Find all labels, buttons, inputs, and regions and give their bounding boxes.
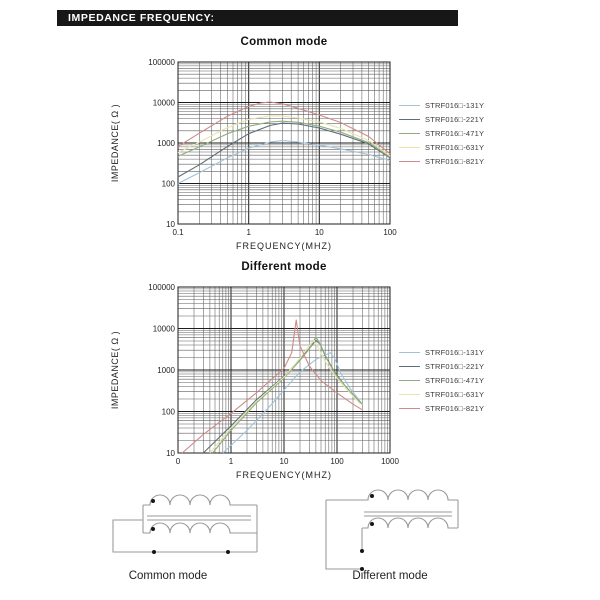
common-mode-circuit-diagram bbox=[100, 487, 280, 577]
y-tick-label: 10000 bbox=[152, 98, 175, 108]
legend-item-821y bbox=[399, 154, 484, 168]
legend-label: STRF016□-821Y bbox=[425, 156, 485, 166]
legend-swatch bbox=[399, 133, 420, 134]
y-tick-label: 10000 bbox=[152, 324, 175, 334]
section-header bbox=[57, 10, 458, 26]
bottom-winding-coil bbox=[143, 523, 257, 533]
different-mode-legend bbox=[399, 345, 484, 415]
legend-item-471y bbox=[399, 126, 484, 140]
legend-swatch bbox=[399, 380, 420, 381]
x-axis-title: FREQUENCY(MHZ) bbox=[236, 470, 332, 480]
polarity-dot bbox=[151, 499, 155, 503]
terminal-dot bbox=[360, 549, 364, 553]
bottom-winding-coil bbox=[362, 518, 458, 528]
top-winding-coil bbox=[143, 495, 257, 505]
y-tick-label: 1000 bbox=[157, 138, 175, 148]
legend-item-131y bbox=[399, 98, 484, 112]
y-tick-label: 100000 bbox=[148, 57, 175, 67]
legend-label: STRF016□-631Y bbox=[425, 389, 485, 399]
different-mode-circuit-diagram bbox=[320, 483, 500, 578]
y-tick-label: 100 bbox=[161, 179, 175, 189]
legend-swatch bbox=[399, 161, 420, 162]
legend-item-131y bbox=[399, 345, 484, 359]
polarity-dot bbox=[370, 522, 374, 526]
common-mode-legend bbox=[399, 98, 484, 168]
legend-label: STRF016□-131Y bbox=[425, 347, 485, 357]
y-axis-title: IMPEDANCE( Ω ) bbox=[110, 103, 120, 183]
legend-item-471y bbox=[399, 373, 484, 387]
legend-swatch bbox=[399, 352, 420, 353]
legend-swatch bbox=[399, 147, 420, 148]
legend-swatch bbox=[399, 394, 420, 395]
polarity-dot bbox=[151, 527, 155, 531]
x-tick-label: 1 bbox=[228, 457, 234, 466]
x-tick-label: 10 bbox=[279, 457, 289, 466]
legend-swatch bbox=[399, 119, 420, 120]
section-header-title: IMPEDANCE FREQUENCY: bbox=[68, 12, 215, 24]
common-mode-chart-title: Common mode bbox=[240, 36, 328, 48]
x-tick-label: 1000 bbox=[381, 457, 399, 466]
terminal-dot bbox=[152, 550, 156, 554]
legend-item-821y bbox=[399, 401, 484, 415]
legend-swatch bbox=[399, 366, 420, 367]
legend-label: STRF016□-631Y bbox=[425, 142, 485, 152]
legend-label: STRF016□-131Y bbox=[425, 100, 485, 110]
legend-swatch bbox=[399, 105, 420, 106]
y-tick-label: 10 bbox=[166, 219, 175, 229]
x-tick-label: 100 bbox=[330, 457, 344, 466]
polarity-dot bbox=[370, 494, 374, 498]
terminal-dot bbox=[226, 550, 230, 554]
y-tick-label: 100 bbox=[161, 407, 175, 417]
x-tick-label: 0 bbox=[175, 457, 181, 466]
legend-label: STRF016□-221Y bbox=[425, 114, 485, 124]
legend-item-221y bbox=[399, 359, 484, 373]
y-axis-title: IMPEDANCE( Ω ) bbox=[110, 330, 120, 410]
legend-item-631y bbox=[399, 140, 484, 154]
top-winding-coil bbox=[326, 490, 458, 500]
legend-label: STRF016□-821Y bbox=[425, 403, 485, 413]
y-tick-label: 100000 bbox=[148, 282, 175, 292]
x-tick-label: 100 bbox=[383, 228, 397, 237]
legend-label: STRF016□-471Y bbox=[425, 128, 485, 138]
outer-wire bbox=[326, 500, 362, 569]
x-tick-label: 0.1 bbox=[172, 228, 184, 237]
y-tick-label: 10 bbox=[166, 448, 175, 458]
legend-swatch bbox=[399, 408, 420, 409]
x-tick-label: 1 bbox=[246, 228, 251, 237]
curve-821y bbox=[178, 102, 390, 154]
different-mode-circuit-label: Different mode bbox=[352, 570, 428, 582]
different-mode-chart-title: Different mode bbox=[241, 261, 327, 273]
y-tick-label: 1000 bbox=[157, 365, 175, 375]
legend-item-631y bbox=[399, 387, 484, 401]
x-axis-title: FREQUENCY(MHZ) bbox=[236, 241, 332, 251]
legend-item-221y bbox=[399, 112, 484, 126]
common-mode-circuit-label: Common mode bbox=[128, 570, 208, 582]
legend-label: STRF016□-471Y bbox=[425, 375, 485, 385]
x-tick-label: 10 bbox=[314, 228, 324, 237]
legend-label: STRF016□-221Y bbox=[425, 361, 485, 371]
